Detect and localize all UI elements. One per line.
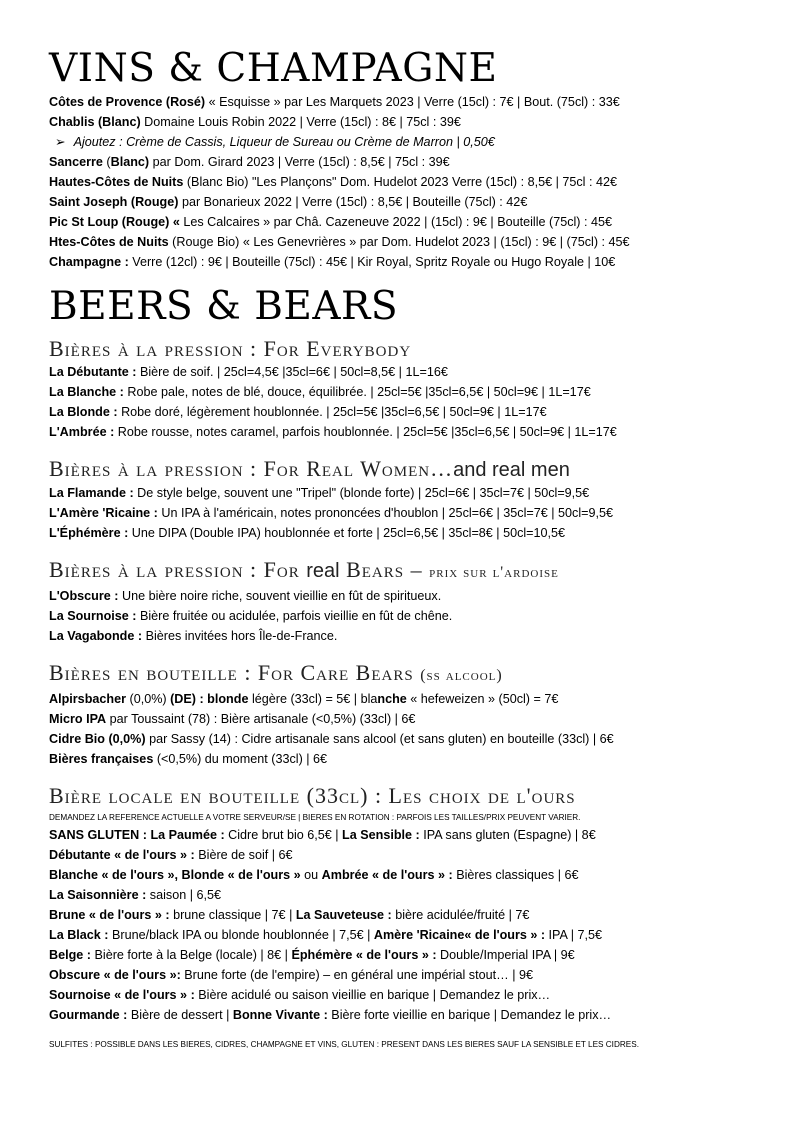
item-name: La Sauveteuse :	[295, 908, 392, 922]
text-segment: Domaine Louis Robin 2022 | Verre (15cl) : 8€ | 75cl : 39€	[140, 115, 461, 129]
text-segment: saison | 6,5€	[146, 888, 221, 902]
text-segment: Verre (12cl) : 9€ | Bouteille (75cl) : 45€ | Kir Royal, Spritz Royale ou Hugo Royale | 10€	[128, 255, 616, 269]
beer-line	[49, 885, 749, 905]
section-heading	[49, 336, 749, 362]
text-segment: « Esquisse » par Les Marquets 2023 | Verre (15cl) : 7€ | Bout. (75cl) : 33€	[205, 95, 620, 109]
beers-sections	[49, 336, 749, 1025]
item-name: Chablis (Blanc)	[49, 115, 141, 129]
text-segment: (Rouge Bio) « Les Genevrières » par Dom. Hudelot 2023 | (15cl) : 9€ | (75cl) : 45€	[168, 235, 630, 249]
text-segment: par Toussaint (78) : Bière artisanale (<0,5%) (33cl) | 6€	[106, 712, 416, 726]
beer-line	[49, 749, 749, 769]
beer-section	[49, 783, 749, 1025]
text-segment: (Blanc Bio) "Les Plançons" Dom. Hudelot 2023 Verre (15cl) : 8,5€ | 75cl : 42€	[183, 175, 617, 189]
text-segment: Bears –	[339, 557, 430, 582]
item-name: La Vagabonde :	[49, 629, 143, 643]
beer-section	[49, 336, 749, 442]
arrow-icon: ➢	[55, 135, 66, 149]
text-segment: Un IPA à l'américain, notes prononcées d'houblon | 25cl=6€ | 35cl=7€ | 50cl=9,5€	[157, 506, 613, 520]
text-segment: Bière acidulé ou saison vieillie en barique | Demandez le prix…	[194, 988, 551, 1002]
item-name: Cidre Bio (0,0%)	[49, 732, 146, 746]
item-name: L'Éphémère :	[49, 526, 129, 540]
text-segment: Les Calcaires » par Châ. Cazeneuve 2022 | (15cl) : 9€ | Bouteille (75cl) : 45€	[179, 215, 613, 229]
text-segment: IPA | 7,5€	[545, 928, 603, 942]
item-name: Champagne :	[49, 255, 129, 269]
wine-line	[49, 92, 749, 112]
text-segment: Bières à la pression : For Everybody	[49, 336, 412, 361]
item-name: Micro IPA	[49, 712, 107, 726]
beers-title: BEERS & BEARS	[49, 284, 399, 329]
item-name: Pic St Loup (Rouge) «	[49, 215, 180, 229]
item-name: Obscure « de l'ours »:	[49, 968, 181, 982]
beer-line	[49, 483, 749, 503]
beer-line	[49, 729, 749, 749]
item-name: La Blanche :	[49, 385, 124, 399]
beer-line	[49, 626, 749, 646]
item-name: Hautes-Côtes de Nuits	[49, 175, 184, 189]
beer-section	[49, 456, 749, 543]
text-segment: Une DIPA (Double IPA) houblonnée et forte | 25cl=6,5€ | 35cl=8€ | 50cl=10,5€	[128, 526, 566, 540]
item-name: Gourmande :	[49, 1008, 128, 1022]
item-name: Ambrée « de l'ours » :	[321, 868, 453, 882]
item-name: (DE) : blonde	[170, 692, 249, 706]
beer-section	[49, 557, 749, 646]
item-name: Saint Joseph (Rouge)	[49, 195, 179, 209]
item-name: nche	[377, 692, 407, 706]
text-segment: Bières à la pression : For Real Women…	[49, 456, 454, 481]
beer-line	[49, 965, 749, 985]
text-segment: Brune forte (de l'empire) – en général une impérial stout… | 9€	[180, 968, 533, 982]
item-name: La Blonde :	[49, 405, 118, 419]
text-segment: IPA sans gluten (Espagne) | 8€	[419, 828, 596, 842]
text-segment: real	[306, 560, 340, 582]
beer-line	[49, 422, 749, 442]
item-name: Sancerre	[49, 155, 103, 169]
section-heading	[49, 557, 749, 586]
text-segment: (ss alcool)	[420, 667, 503, 684]
wine-line	[49, 132, 749, 152]
beer-line	[49, 925, 749, 945]
text-segment: Bières en bouteille : For Care Bears	[49, 660, 421, 685]
menu-page	[49, 46, 749, 1051]
footer-note: SULFITES : POSSIBLE DANS LES BIERES, CIDRES, CHAMPAGNE ET VINS, GLUTEN : PRESENT DANS LES BIERES SAUF LA SENSIBLE ET LES CIDRES.	[49, 1040, 639, 1049]
text-segment: prix sur l'ardoise	[429, 564, 559, 581]
text-segment: bière acidulée/fruité | 7€	[391, 908, 530, 922]
item-name: SANS GLUTEN : La Paumée :	[49, 828, 225, 842]
text-segment: and real men	[453, 459, 570, 481]
beer-line	[49, 362, 749, 382]
text-segment: Une bière noire riche, souvent vieillie en fût de spiritueux.	[118, 589, 442, 603]
text-segment: Robe doré, légèrement houblonnée. | 25cl=5€ |35cl=6,5€ | 50cl=9€ | 1L=17€	[117, 405, 547, 419]
text-segment: légère (33cl) = 5€ | bla	[248, 692, 378, 706]
beer-line	[49, 1005, 749, 1025]
beer-line	[49, 402, 749, 422]
wines-list	[49, 92, 749, 272]
beer-line	[49, 689, 749, 709]
text-segment: Bière de soif | 6€	[194, 848, 293, 862]
item-name: L'Amère 'Ricaine :	[49, 506, 158, 520]
item-name: Bonne Vivante :	[232, 1008, 328, 1022]
item-name: La Black :	[49, 928, 109, 942]
text-segment: « hefeweizen » (50cl) = 7€	[406, 692, 559, 706]
text-segment: Ajoutez : Crème de Cassis, Liqueur de Sureau ou Crème de Marron | 0,50€	[73, 135, 495, 149]
wine-line	[49, 152, 749, 172]
wine-line	[49, 212, 749, 232]
item-name: Blanche « de l'ours », Blonde « de l'ours »	[49, 868, 301, 882]
text-segment: Bières invitées hors Île-de-France.	[142, 629, 338, 643]
text-segment: Bière locale en bouteille (33cl) : Les choix de l'ours	[49, 783, 576, 808]
text-segment: (<0,5%) du moment (33cl) | 6€	[153, 752, 328, 766]
beer-line	[49, 865, 749, 885]
text-segment: Bières classiques | 6€	[452, 868, 579, 882]
item-name: La Flamande :	[49, 486, 134, 500]
text-segment: Robe rousse, notes caramel, parfois houblonnée. | 25cl=5€ |35cl=6,5€ | 50cl=9€ | 1L=17€	[114, 425, 617, 439]
text-segment: Bière fruitée ou acidulée, parfois vieillie en fût de chêne.	[136, 609, 453, 623]
beer-line	[49, 825, 749, 845]
beer-line	[49, 606, 749, 626]
beer-line	[49, 586, 749, 606]
text-segment: (0,0%)	[126, 692, 171, 706]
item-name: Alpirsbacher	[49, 692, 126, 706]
item-name: Éphémère « de l'ours » :	[291, 948, 437, 962]
text-segment: (	[102, 155, 111, 169]
text-segment: Bière forte vieillie en barique | Demandez le prix…	[327, 1008, 612, 1022]
item-name: La Saisonnière :	[49, 888, 147, 902]
text-segment: brune classique | 7€ |	[169, 908, 296, 922]
text-segment: par Dom. Girard 2023 | Verre (15cl) : 8,5€ | 75cl : 39€	[149, 155, 450, 169]
text-segment: par Sassy (14) : Cidre artisanale sans alcool (et sans gluten) en bouteille (33cl) | 6€	[145, 732, 614, 746]
item-name: Belge :	[49, 948, 91, 962]
text-segment: Cidre brut bio 6,5€ |	[224, 828, 343, 842]
item-name: La Débutante :	[49, 365, 137, 379]
beer-line	[49, 845, 749, 865]
beer-line	[49, 945, 749, 965]
wine-line	[49, 232, 749, 252]
wine-line	[49, 192, 749, 212]
item-name: Htes-Côtes de Nuits	[49, 235, 169, 249]
wine-line	[49, 252, 749, 272]
beer-line	[49, 985, 749, 1005]
item-name: Bières françaises	[49, 752, 154, 766]
text-segment: Bière forte à la Belge (locale) | 8€ |	[91, 948, 292, 962]
section-heading	[49, 660, 749, 689]
item-name: Sournoise « de l'ours » :	[49, 988, 195, 1002]
section-heading	[49, 456, 749, 483]
item-name: Blanc)	[110, 155, 150, 169]
wines-title: VINS & CHAMPAGNE	[49, 46, 498, 91]
section-heading	[49, 783, 749, 809]
item-name: La Sournoise :	[49, 609, 137, 623]
beer-line	[49, 709, 749, 729]
wine-line	[49, 112, 749, 132]
item-name: Débutante « de l'ours » :	[49, 848, 195, 862]
item-name: La Sensible :	[342, 828, 420, 842]
item-name: L'Ambrée :	[49, 425, 115, 439]
beer-line	[49, 523, 749, 543]
text-segment: par Bonarieux 2022 | Verre (15cl) : 8,5€ | Bouteille (75cl) : 42€	[178, 195, 528, 209]
item-name: Brune « de l'ours » :	[49, 908, 170, 922]
wine-line	[49, 172, 749, 192]
item-name: Côtes de Provence (Rosé)	[49, 95, 206, 109]
text-segment: Bières à la pression : For	[49, 557, 307, 582]
text-segment: Brune/black IPA ou blonde houblonnée | 7,5€ |	[108, 928, 374, 942]
beer-section	[49, 660, 749, 769]
section-note: DEMANDEZ LA REFERENCE ACTUELLE A VOTRE SERVEUR/SE | BIERES EN ROTATION : PARFOIS LES TAILLES/PRIX PEUVENT VARIER.	[49, 813, 581, 822]
beer-line	[49, 382, 749, 402]
text-segment: De style belge, souvent une "Tripel" (blonde forte) | 25cl=6€ | 35cl=7€ | 50cl=9,5€	[133, 486, 590, 500]
text-segment: Bière de soif. | 25cl=4,5€ |35cl=6€ | 50cl=8,5€ | 1L=16€	[136, 365, 448, 379]
beer-line	[49, 905, 749, 925]
text-segment: Robe pale, notes de blé, douce, équilibrée. | 25cl=5€ |35cl=6,5€ | 50cl=9€ | 1L=17€	[123, 385, 591, 399]
beer-line	[49, 503, 749, 523]
text-segment: ou	[300, 868, 322, 882]
item-name: Amère 'Ricaine« de l'ours » :	[373, 928, 546, 942]
text-segment: Bière de dessert |	[127, 1008, 233, 1022]
text-segment: Double/Imperial IPA | 9€	[436, 948, 575, 962]
item-name: L'Obscure :	[49, 589, 119, 603]
